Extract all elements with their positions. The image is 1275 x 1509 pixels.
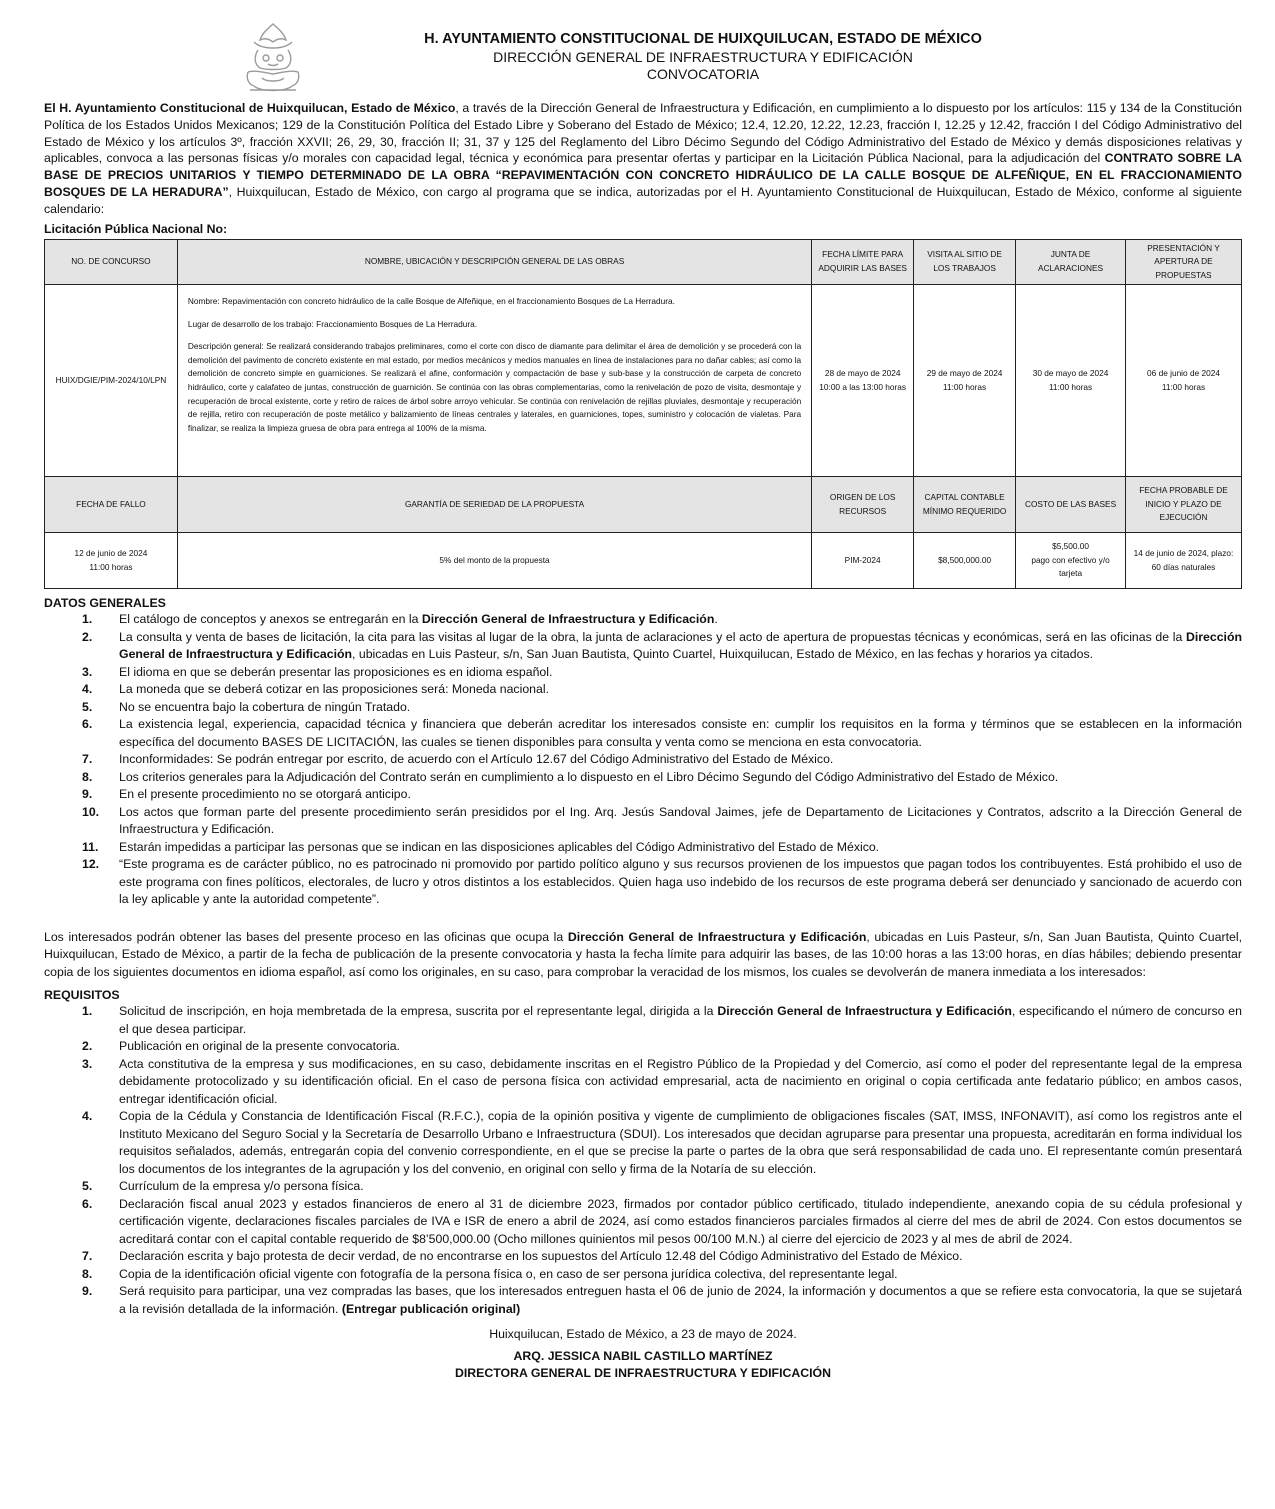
list-item-text: La existencia legal, experiencia, capacidad técnica y financiera que deberán acreditar los interesados consiste en: cumplir los requisitos en la forma y términos que se establecen en la información específica del documento BASES DE LICITACIÓN, las cuales se tienen disponibles para consulta y venta como se menciona en esta convocatoria. bbox=[119, 717, 1242, 749]
junta-cell: 30 de mayo de 2024 11:00 horas bbox=[1016, 285, 1126, 477]
list-item-number: 3. bbox=[82, 664, 93, 679]
list-item-text: Los actos que forman parte del presente procedimiento serán presididos por el Ing. Arq. Jesús Sandoval Jaimes, jefe de Departamento de Licitaciones y Contratos, adscrito a la Dirección General de Infraestructura y Edificación. bbox=[119, 804, 1242, 837]
garantia-cell: 5% del monto de la propuesta bbox=[177, 533, 811, 589]
visita-cell: 29 de mayo de 2024 11:00 horas bbox=[914, 285, 1016, 477]
list-item bbox=[44, 1283, 1242, 1318]
list-item-number: 7. bbox=[82, 752, 93, 767]
list-item bbox=[44, 839, 1242, 857]
list-item-text: No se encuentra bajo la cobertura de ningún Tratado. bbox=[119, 699, 411, 714]
list-item bbox=[44, 1003, 1242, 1038]
bases-paragraph bbox=[44, 929, 1242, 982]
list-item-bold-text: (Entregar publicación original) bbox=[341, 1301, 521, 1316]
table-label: Licitación Pública Nacional No: bbox=[44, 221, 228, 236]
header-cell: VISITA AL SITIO DE LOS TRABAJOS bbox=[914, 239, 1016, 285]
list-item-number: 11. bbox=[82, 839, 99, 854]
header-cell: FECHA LÍMITE PARA ADQUIRIR LAS BASES bbox=[812, 239, 914, 285]
list-item-text: Inconformidades: Se podrán entregar por escrito, de acuerdo con el Artículo 12.67 del Código Administrativo del Estado de México. bbox=[119, 752, 834, 767]
list-item-number: 4. bbox=[82, 682, 93, 697]
requisitos-list bbox=[44, 1003, 1242, 1318]
list-item-bold-text: Dirección General de Infraestructura y Edificación bbox=[421, 612, 715, 627]
intro-bold-2: CONTRATO SOBRE LA BASE DE PRECIOS UNITARIOS Y TIEMPO DETERMINADO DE LA OBRA “REPAVIMENTACIÓN CON CONCRETO HIDRÁULICO DE LA CALLE BOSQUE DE ALFEÑIQUE, EN EL FRACCIONAMIENTO BOSQUES DE LA HERADURA” bbox=[44, 151, 1242, 199]
list-item bbox=[44, 804, 1242, 839]
list-item-text: Acta constitutiva de la empresa y sus modificaciones, en su caso, debidamente inscritas en el Registro Público de la Propiedad y del Comercio, así como el poder del representante legal de la empresa debidamente protocolizado y su identificación oficial. En el caso de persona física con actividad empresarial, acta de nacimiento en original o copia certificada ante fedatario público; en ambos casos, entregar identificación oficial. bbox=[119, 1056, 1242, 1106]
list-item bbox=[44, 611, 1242, 629]
concurso-cell: HUIX/DGIE/PIM-2024/10/LPN bbox=[45, 285, 178, 477]
list-item-text: Copia de la Cédula y Constancia de Identificación Fiscal (R.F.C.), copia de la opinión positiva y vigente de cumplimiento de obligaciones fiscales (SAT, IMSS, INFONAVIT), así como los registros ante el Instituto Mexicano del Seguro Social y la Secretaría de Desarrollo Urbano e Infraestructura (SDUI). Los interesados que decidan agruparse para presentar una propuesta, acreditarán en forma individual los requisitos señalados, además, entregarán copia del convenio correspondiente, en el que se precise la parte o partes de la obra que será responsabilidad de cada uno. El representante común presentará los documentos de los integrantes de la agrupación y los del convenio, en original con sello y firma de la Notaría de su elección. bbox=[119, 1109, 1242, 1176]
list-item-number: 2. bbox=[82, 1039, 93, 1054]
header-cell: COSTO DE LAS BASES bbox=[1016, 477, 1126, 533]
datos-generales-title: DATOS GENERALES bbox=[44, 596, 166, 611]
list-item-text: Declaración escrita y bajo protesta de decir verdad, de no encontrarse en los supuestos del Artículo 12.48 del Código Administrativo del Estado de México. bbox=[119, 1249, 963, 1264]
header-line1: H. AYUNTAMIENTO CONSTITUCIONAL DE HUIXQUILUCAN, ESTADO DE MÉXICO bbox=[424, 31, 982, 47]
list-item-text: En el presente procedimiento no se otorgará anticipo. bbox=[119, 787, 411, 802]
origen-cell: PIM-2024 bbox=[812, 533, 914, 589]
list-item-number: 9. bbox=[82, 1284, 93, 1299]
bases-text-1: Los interesados podrán obtener las bases del presente proceso en las oficinas que ocupa la bbox=[44, 929, 568, 944]
description-cell bbox=[177, 285, 811, 477]
header-titles bbox=[44, 30, 1242, 83]
capital-cell: $8,500,000.00 bbox=[914, 533, 1016, 589]
list-item-number: 8. bbox=[82, 769, 93, 784]
list-item bbox=[44, 1178, 1242, 1196]
list-item-number: 12. bbox=[82, 857, 100, 872]
list-item-text: . bbox=[714, 612, 718, 627]
list-item bbox=[44, 1108, 1242, 1178]
list-item-number: 8. bbox=[82, 1266, 93, 1281]
header-cell: GARANTÍA DE SERIEDAD DE LA PROPUESTA bbox=[177, 477, 811, 533]
list-item-number: 5. bbox=[82, 1179, 93, 1194]
header-cell: PRESENTACIÓN Y APERTURA DE PROPUESTAS bbox=[1126, 239, 1242, 285]
datos-generales-list bbox=[44, 611, 1242, 909]
list-item-text: La consulta y venta de bases de licitación, la cita para las visitas al lugar de la obra, la junta de aclaraciones y el acto de apertura de propuestas técnicas y económicas, será en las oficinas de la bbox=[119, 629, 1186, 644]
list-item bbox=[44, 1266, 1242, 1284]
table-header-row-2 bbox=[45, 477, 1242, 533]
header-line2: DIRECCIÓN GENERAL DE INFRAESTRUCTURA Y EDIFICACIÓN bbox=[493, 49, 913, 65]
costo-cell: $5,500.00 pago con efectivo y/o tarjeta bbox=[1016, 533, 1126, 589]
list-item-text: El catálogo de conceptos y anexos se entregarán en la bbox=[119, 612, 422, 627]
footer-date: Huixquilucan, Estado de México, a 23 de mayo de 2024. bbox=[489, 1327, 797, 1342]
obra-lugar: Lugar de desarrollo de los trabajo: Fraccionamiento Bosques de La Herradura. bbox=[187, 318, 478, 329]
list-item bbox=[44, 1196, 1242, 1249]
fallo-cell: 12 de junio de 2024 11:00 horas bbox=[45, 533, 178, 589]
list-item-text: , ubicadas en Luis Pasteur, s/n, San Juan Bautista, Quinto Cuartel, Huixquilucan, Estado de México, en las fechas y horarios ya citados. bbox=[352, 647, 1094, 662]
list-item-text: La moneda que se deberá cotizar en las proposiciones será: Moneda nacional. bbox=[119, 682, 549, 697]
list-item-number: 4. bbox=[82, 1109, 93, 1124]
licitacion-table bbox=[44, 239, 1242, 590]
inicio-cell: 14 de junio de 2024, plazo: 60 días naturales bbox=[1126, 533, 1242, 589]
obra-nombre: Nombre: Repavimentación con concreto hidráulico de la calle Bosque de Alfeñique, en el fraccionamiento Bosques de La Herradura. bbox=[187, 296, 675, 307]
list-item-text: “Este programa es de carácter público, no es patrocinado ni promovido por partido político alguno y sus recursos provienen de los impuestos que pagan todos los contribuyentes. Está prohibido el uso de este programa con fines políticos, electorales, de lucro y otros distintos a los establecidos. Quien haga uso indebido de los recursos de este programa deberá ser denunciado y sancionado de acuerdo con la ley aplicable y ante la autoridad competente”. bbox=[119, 857, 1242, 907]
obra-descripcion: Descripción general: Se realizará considerando trabajos preliminares, como el corte con disco de diamante para delimitar el área de demolición y se procederá con la demolición del pavimento de concreto existente en mal estado, por medios mecánicos y medios manuales en línea de instalaciones para no dañar cables; así como la demolición de concreto simple en guarniciones. Se realizará el afine, conformación y compactación de base y sub-base y la construcción de carpeta de concreto hidráulico, corte y calafateo de juntas, construcción de guarnición. Se continúa con las obras complementarias, como la renivelación de pozo de visita, desmontaje y recuperación de brocal existente, corte y retiro de raíces de árbol sobre arroyo vehicular. Se continúa con renivelación de rejillas pluviales, desmontaje y recuperación de rejilla, retiro con recuperación de poste metálico y balizamiento de líneas centrales y laterales, en guarniciones, topes, suministro y colocación de vialetas. Para finalizar, se realiza la limpieza gruesa de obra para entrega al 100% de la misma. bbox=[187, 341, 802, 433]
intro-bold-1: El H. Ayuntamiento Constitucional de Huixquilucan, Estado de México bbox=[44, 101, 456, 115]
list-item bbox=[44, 769, 1242, 787]
intro-paragraph bbox=[44, 100, 1242, 218]
header-line3: CONVOCATORIA bbox=[646, 66, 760, 82]
list-item-text: , especificando el número de concurso en el que desea participar. bbox=[119, 1004, 1242, 1036]
list-item bbox=[44, 629, 1242, 664]
header-cell: FECHA DE FALLO bbox=[45, 477, 178, 533]
list-item-number: 10. bbox=[82, 804, 100, 819]
header-cell: NO. DE CONCURSO bbox=[45, 239, 178, 285]
list-item bbox=[44, 1038, 1242, 1056]
list-item-text: Declaración fiscal anual 2023 y estados financieros de enero al 31 de diciembre 2023, firmados por contador público certificado, titulado independiente, anexando copia de su cédula profesional y certificación vigente, declaraciones fiscales parciales de IVA e ISR de enero a abril de 2024, así como estados financieros parciales firmados al cierre del mes de abril de 2024. Con estos documentos se acreditará contar con el capital contable requerido de $8’500,000.00 (Ocho millones quinientos mil pesos 00/100 M.N.) al cierre del ejercicio de 2023 y al mes de abril de 2024. bbox=[119, 1196, 1242, 1246]
bases-bold: Dirección General de Infraestructura y Edificación bbox=[567, 929, 867, 944]
document-page bbox=[44, 0, 1242, 1382]
intro-text-1: , a través de la Dirección General de Infraestructura y Edificación, en cumplimiento a lo dispuesto por los artículos: 115 y 134 de la Constitución Política de los Estados Unidos Mexicanos; 129 de la Constitución Política del Estado Libre y Soberano del Estado de México; 12.4, 12.20, 12.22, 12.23, fracción I, 12.25 y 12.42, fracción I del Código Administrativo del Estado de México y los artículos 3º, fracción XXVII; 26, 29, 30, fracción II; 31, 37 y 125 del Reglamento del Libro Décimo Segundo del Código Administrativo del Estado de México y demás disposiciones relativas y aplicables, convoca a las personas físicas y/o morales con capacidad legal, técnica y económica para presentar ofertas y participar en la Licitación Pública Nacional, para la adjudicación del bbox=[44, 101, 1242, 166]
list-item-text: Los criterios generales para la Adjudicación del Contrato serán en cumplimiento a lo dispuesto en el Libro Décimo Segundo del Código Administrativo del Estado de México. bbox=[119, 769, 1059, 784]
signer-position: DIRECTORA GENERAL DE INFRAESTRUCTURA Y EDIFICACIÓN bbox=[455, 1366, 831, 1381]
list-item-number: 1. bbox=[82, 1004, 93, 1019]
list-item bbox=[44, 664, 1242, 682]
list-item bbox=[44, 751, 1242, 769]
document-header bbox=[44, 0, 1242, 100]
list-item-text: El idioma en que se deberán presentar las proposiciones es en idioma español. bbox=[119, 664, 553, 679]
list-item-number: 5. bbox=[82, 699, 93, 714]
list-item bbox=[44, 1248, 1242, 1266]
signature-block bbox=[44, 1326, 1242, 1382]
requisitos-title: REQUISITOS bbox=[44, 988, 120, 1003]
list-item-text: Solicitud de inscripción, en hoja membretada de la empresa, suscrita por el representante legal, dirigida a la bbox=[119, 1004, 718, 1019]
list-item bbox=[44, 716, 1242, 751]
fecha-limite-cell: 28 de mayo de 2024 10:00 a las 13:00 horas bbox=[812, 285, 914, 477]
signer-name: ARQ. JESSICA NABIL CASTILLO MARTÍNEZ bbox=[513, 1349, 773, 1364]
intro-text-2: , Huixquilucan, Estado de México, con cargo al programa que se indica, autorizadas por el H. Ayuntamiento Constitucional de Huixquilucan, Estado de México, conforme al siguiente calendario: bbox=[44, 184, 1243, 216]
list-item-number: 2. bbox=[82, 629, 93, 644]
list-item-text: Estarán impedidas a participar las personas que se indican en las disposiciones aplicables del Código Administrativo del Estado de México. bbox=[119, 839, 880, 854]
list-item bbox=[44, 786, 1242, 804]
header-cell: FECHA PROBABLE DE INICIO Y PLAZO DE EJECUCIÓN bbox=[1126, 477, 1242, 533]
list-item-number: 1. bbox=[82, 612, 93, 627]
table-row bbox=[45, 533, 1242, 589]
header-cell: JUNTA DE ACLARACIONES bbox=[1016, 239, 1126, 285]
list-item bbox=[44, 681, 1242, 699]
table-row bbox=[45, 285, 1242, 477]
list-item-number: 6. bbox=[82, 717, 93, 732]
list-item bbox=[44, 699, 1242, 717]
list-item bbox=[44, 1056, 1242, 1109]
header-cell: ORIGEN DE LOS RECURSOS bbox=[812, 477, 914, 533]
header-cell: CAPITAL CONTABLE MÍNIMO REQUERIDO bbox=[914, 477, 1016, 533]
list-item-number: 6. bbox=[82, 1196, 93, 1211]
table-header-row-1 bbox=[45, 239, 1242, 285]
list-item-text: Será requisito para participar, una vez compradas las bases, que los interesados entreguen hasta el 06 de junio de 2024, la información y documentos a que se refiere esta convocatoria, la que se sujetará a la revisión detallada de la información. bbox=[119, 1284, 1242, 1316]
header-cell: NOMBRE, UBICACIÓN Y DESCRIPCIÓN GENERAL DE LAS OBRAS bbox=[177, 239, 811, 285]
list-item-bold-text: Dirección General de Infraestructura y Edificación bbox=[119, 629, 1242, 662]
list-item-text: Currículum de la empresa y/o persona física. bbox=[119, 1179, 364, 1194]
bases-text-2: , ubicadas en Luis Pasteur, s/n, San Juan Bautista, Quinto Cuartel, Huixquilucan, Estado de México, a partir de la fecha de publicación de la presente convocatoria y hasta la fecha límite para adquirir las bases, de las 10:00 horas a las 13:00 horas, en días hábiles; debiendo presentar copia de los siguientes documentos en idioma español, así como los originales, en su caso, para comprobar la veracidad de los mismos, los cuales se devolverán de manera inmediata a los interesados: bbox=[44, 929, 1242, 979]
list-item-number: 3. bbox=[82, 1056, 93, 1071]
list-item-number: 9. bbox=[82, 787, 93, 802]
list-item-bold-text: Dirección General de Infraestructura y Edificación bbox=[717, 1004, 1012, 1019]
presentacion-cell: 06 de junio de 2024 11:00 horas bbox=[1126, 285, 1242, 477]
list-item-text: Copia de la identificación oficial vigente con fotografía de la persona física o, en caso de ser persona jurídica colectiva, del representante legal. bbox=[119, 1266, 898, 1281]
list-item-number: 7. bbox=[82, 1249, 93, 1264]
list-item-text: Publicación en original de la presente convocatoria. bbox=[119, 1039, 400, 1054]
list-item bbox=[44, 856, 1242, 909]
